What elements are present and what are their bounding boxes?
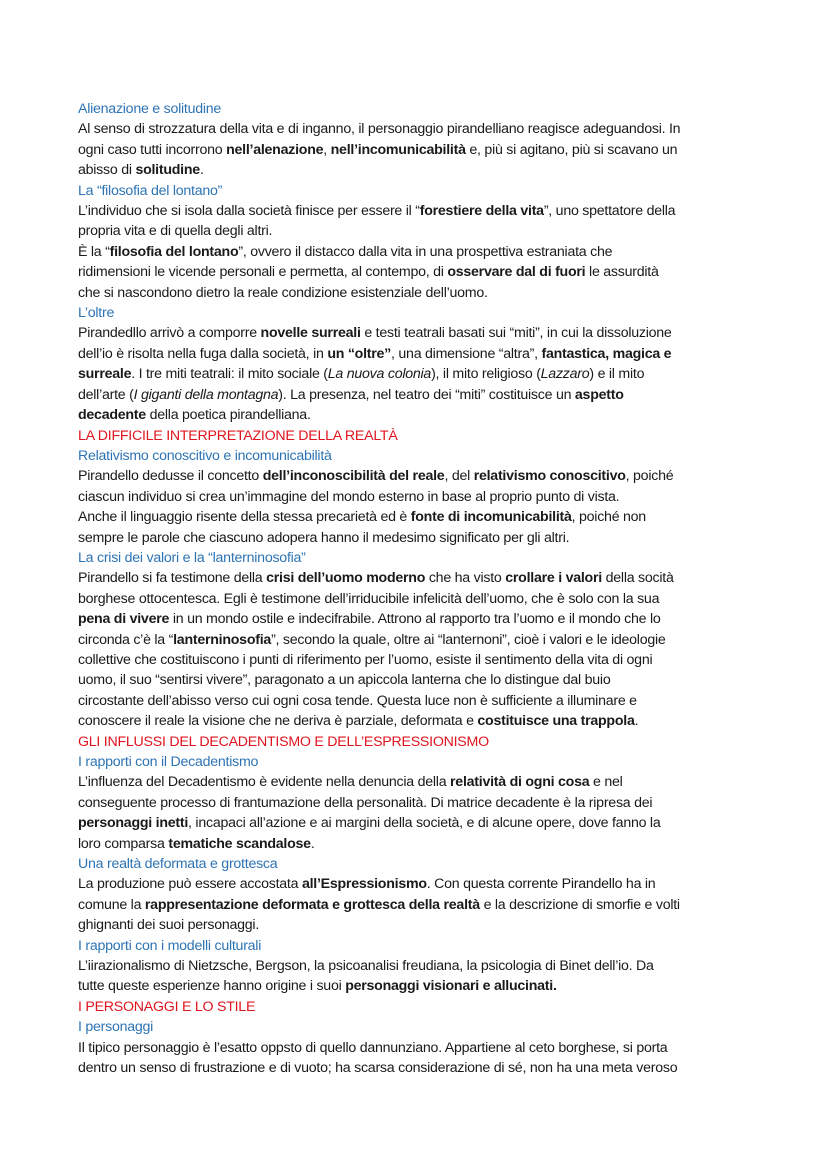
subheading: I personaggi — [78, 1019, 154, 1036]
text-run: collettive che costituiscono i punti di riferimento per l’uomo, esiste il sentimento della vita di ogni — [78, 651, 653, 668]
bold-text: decadente — [78, 407, 146, 424]
text-run: L’iirazionalismo di Nietzsche, Bergson, la psicoanalisi freudiana, la psicologia di Binet dell’io. Da — [78, 958, 654, 975]
text-run: in un mondo ostile e indecifrabile. Attrono al rapporto tra l’uomo e il mondo che lo — [169, 611, 661, 628]
section-heading: I PERSONAGGI E LO STILE — [78, 998, 256, 1015]
paragraph-line — [78, 262, 758, 282]
paragraph-line — [78, 609, 758, 629]
text-run: ridimensioni le vicende personali e permetta, al contempo, di — [78, 264, 448, 281]
paragraph-line — [78, 670, 758, 690]
text-run: che si nascondono dietro la reale condizione esistenziale dell’uomo. — [78, 284, 488, 301]
text-run: Pirandello dedusse il concetto — [78, 468, 263, 485]
text-run: e, più si agitano, più si scavano un — [465, 141, 678, 158]
paragraph-line — [78, 283, 758, 303]
subheading: Una realtà deformata e grottesca — [78, 856, 278, 873]
paragraph — [78, 466, 758, 548]
bold-text: personaggi visionari e allucinati. — [345, 978, 557, 995]
italic-text: Lazzaro — [540, 366, 590, 383]
paragraph-line — [78, 813, 758, 833]
paragraph-line — [78, 221, 758, 241]
paragraph — [78, 323, 758, 425]
paragraph-line — [78, 895, 758, 915]
text-run: abisso di — [78, 162, 136, 179]
paragraph — [78, 119, 758, 180]
paragraph-line — [78, 956, 758, 976]
subheading: Relativismo conoscitivo e incomunicabilità — [78, 447, 332, 464]
bold-text: relativismo conoscitivo — [473, 468, 626, 485]
bold-text: costituisce una trappola — [477, 713, 635, 730]
text-run: ghignanti dei suoi personaggi. — [78, 917, 260, 934]
text-run: , poiché — [625, 468, 674, 485]
text-run: loro comparsa — [78, 835, 169, 852]
subheading: L’oltre — [78, 305, 115, 322]
text-run: che ha visto — [425, 570, 506, 587]
bold-text: osservare dal di fuori — [447, 264, 586, 281]
text-run: La produzione può essere accostata — [78, 876, 302, 893]
text-run: ”, ovvero il distacco dalla vita in una prospettiva estraniata che — [238, 243, 613, 260]
paragraph-line — [78, 976, 758, 996]
paragraph — [78, 772, 758, 854]
text-run: e la descrizione di smorfie e volti — [479, 896, 680, 913]
italic-text: La nuova colonia — [327, 366, 432, 383]
text-run: circonda c’è la “ — [78, 631, 174, 648]
paragraph-line — [78, 405, 758, 425]
text-run: L’influenza del Decadentismo è evidente nella denuncia della — [78, 774, 451, 791]
text-run: sempre le parole che ciascuno adopera hanno il medesimo significato per gli altri. — [78, 529, 570, 546]
text-run: . — [310, 835, 315, 852]
paragraph-line — [78, 364, 758, 384]
paragraph-line — [78, 160, 758, 180]
text-run: e nel — [589, 774, 623, 791]
bold-text: fonte di incomunicabilità — [410, 509, 572, 526]
text-run: della socità — [601, 570, 674, 587]
paragraph-line — [78, 323, 758, 343]
bold-text: crisi dell’uomo moderno — [266, 570, 426, 587]
bold-text: fantastica, magica e — [541, 345, 672, 362]
text-run: Anche il linguaggio risente della stessa precarietà ed è — [78, 509, 411, 526]
paragraph-line — [78, 874, 758, 894]
subheading: I rapporti con i modelli culturali — [78, 937, 262, 954]
subheading: Alienazione e solitudine — [78, 101, 222, 117]
bold-text: nell’incomunicabilità — [330, 141, 466, 158]
paragraph — [78, 201, 758, 303]
paragraph-line — [78, 772, 758, 792]
bold-text: pena di vivere — [78, 611, 170, 628]
document-page — [78, 99, 758, 1079]
text-run: dell’io è risolta nella fuga dalla società, in — [78, 345, 328, 362]
text-run: ), il mito religioso ( — [431, 366, 541, 383]
subheading: La crisi dei valori e la “lanterninosofia” — [78, 549, 306, 566]
text-run: Pirandello si fa testimone della — [78, 570, 267, 587]
section-heading: LA DIFFICILE INTERPRETAZIONE DELLA REALTÀ — [78, 427, 398, 444]
text-run: È la “ — [78, 243, 110, 260]
paragraph-line — [78, 630, 758, 650]
text-run: ”, uno spettatore della — [543, 203, 676, 220]
text-run: uomo, il suo “sentirsi vivere”, paragonato a un apiccola lanterna che lo distingue dal buio — [78, 672, 611, 689]
paragraph-line — [78, 589, 758, 609]
bold-text: novelle surreali — [260, 325, 361, 342]
paragraph-line — [78, 711, 758, 731]
bold-text: crollare i valori — [505, 570, 602, 587]
bold-text: aspetto — [574, 386, 624, 403]
text-run: dentro un senso di frustrazione e di vuoto; ha scarsa considerazione di sé, non ha una meta veroso — [78, 1060, 678, 1077]
italic-text: I giganti della montagna — [133, 386, 279, 403]
section-heading: GLI INFLUSSI DEL DECADENTISMO E DELL’ESPRESSIONISMO — [78, 733, 489, 750]
subheading: La “filosofia del lontano” — [78, 182, 223, 199]
paragraph-line — [78, 466, 758, 486]
text-run: ) e il mito — [589, 366, 645, 383]
text-run: comune la — [78, 896, 145, 913]
text-run: tutte queste esperienze hanno origine i suoi — [78, 978, 346, 995]
text-run: , del — [444, 468, 474, 485]
bold-text: tematiche scandalose — [168, 835, 311, 852]
paragraph-line — [78, 834, 758, 854]
text-run: , poiché non — [571, 509, 646, 526]
paragraph-line — [78, 119, 758, 139]
bold-text: surreale — [78, 366, 132, 383]
text-run: . I tre miti teatrali: il mito sociale ( — [131, 366, 328, 383]
bold-text: dell’inconoscibilità del reale — [262, 468, 445, 485]
paragraph-line — [78, 344, 758, 364]
text-run: , — [323, 141, 331, 158]
text-run: Il tipico personaggio è l’esatto oppsto di quello dannunziano. Appartiene al ceto borghese, si porta — [78, 1039, 668, 1056]
bold-text: solitudine — [135, 162, 200, 179]
paragraph-line — [78, 691, 758, 711]
text-run: borghese ottocentesca. Egli è testimone dell’irriducibile infelicità dell’uomo, che è solo con la sua — [78, 590, 660, 607]
paragraph-line — [78, 568, 758, 588]
text-run: . — [199, 162, 204, 179]
bold-text: un “oltre” — [327, 345, 392, 362]
paragraph-line — [78, 487, 758, 507]
text-run: ”, secondo la quale, oltre ai “lanternoni”, cioè i valori e le ideologie — [271, 631, 666, 648]
text-run: . Con questa corrente Pirandello ha in — [426, 876, 656, 893]
text-run: Pirandedllo arrivò a comporre — [78, 325, 261, 342]
paragraph-line — [78, 385, 758, 405]
paragraph-line — [78, 242, 758, 262]
paragraph — [78, 568, 758, 731]
text-run: e testi teatrali basati sui “miti”, in cui la dissoluzione — [360, 325, 672, 342]
bold-text: relatività di ogni cosa — [450, 774, 590, 791]
paragraph-line — [78, 1058, 758, 1078]
text-run: ciascun individuo si crea un’immagine del mondo esterno in base al proprio punto di vista. — [78, 488, 620, 505]
text-run: , una dimensione “altra”, — [391, 345, 542, 362]
bold-text: personaggi inetti — [78, 815, 189, 832]
bold-text: nell’alenazione — [226, 141, 324, 158]
bold-text: rappresentazione deformata e grottesca della realtà — [144, 896, 480, 913]
text-run: le assurdità — [585, 264, 659, 281]
text-run: Al senso di strozzatura della vita e di inganno, il personaggio pirandelliano reagisce adeguandosi. In — [78, 121, 681, 138]
text-run: circostante dell’abisso verso cui ogni cosa tende. Questa luce non è sufficiente a illuminare e — [78, 692, 637, 709]
paragraph-line — [78, 650, 758, 670]
text-run: ogni caso tutti incorrono — [78, 141, 227, 158]
paragraph-line — [78, 793, 758, 813]
text-run: ). La presenza, nel teatro dei “miti” costituisce un — [278, 386, 575, 403]
bold-text: forestiere della vita — [419, 203, 544, 220]
text-run: , incapaci all’azione e ai margini della società, e di alcune opere, dove fanno la — [188, 815, 661, 832]
text-run: L’individuo che si isola dalla società finisce per essere il “ — [78, 203, 420, 220]
text-run: . — [634, 713, 639, 730]
bold-text: filosofia del lontano — [109, 243, 239, 260]
text-run: dell’arte ( — [78, 386, 134, 403]
text-run: conoscere il reale la visione che ne deriva è parziale, deformata e — [78, 713, 478, 730]
bold-text: all’Espressionismo — [301, 876, 427, 893]
text-run: della poetica pirandelliana. — [145, 407, 311, 424]
paragraph — [78, 1038, 758, 1079]
paragraph-line — [78, 528, 758, 548]
text-run: conseguente processo di frantumazione della personalità. Di matrice decadente è la ripresa dei — [78, 794, 653, 811]
paragraph-line — [78, 1038, 758, 1058]
paragraph-line — [78, 915, 758, 935]
subheading: I rapporti con il Decadentismo — [78, 754, 259, 770]
paragraph-line — [78, 140, 758, 160]
paragraph — [78, 874, 758, 935]
paragraph-line — [78, 507, 758, 527]
bold-text: lanterninosofia — [173, 631, 272, 648]
text-run: propria vita e di quella degli altri. — [78, 223, 273, 240]
paragraph-line — [78, 201, 758, 221]
paragraph — [78, 956, 758, 997]
